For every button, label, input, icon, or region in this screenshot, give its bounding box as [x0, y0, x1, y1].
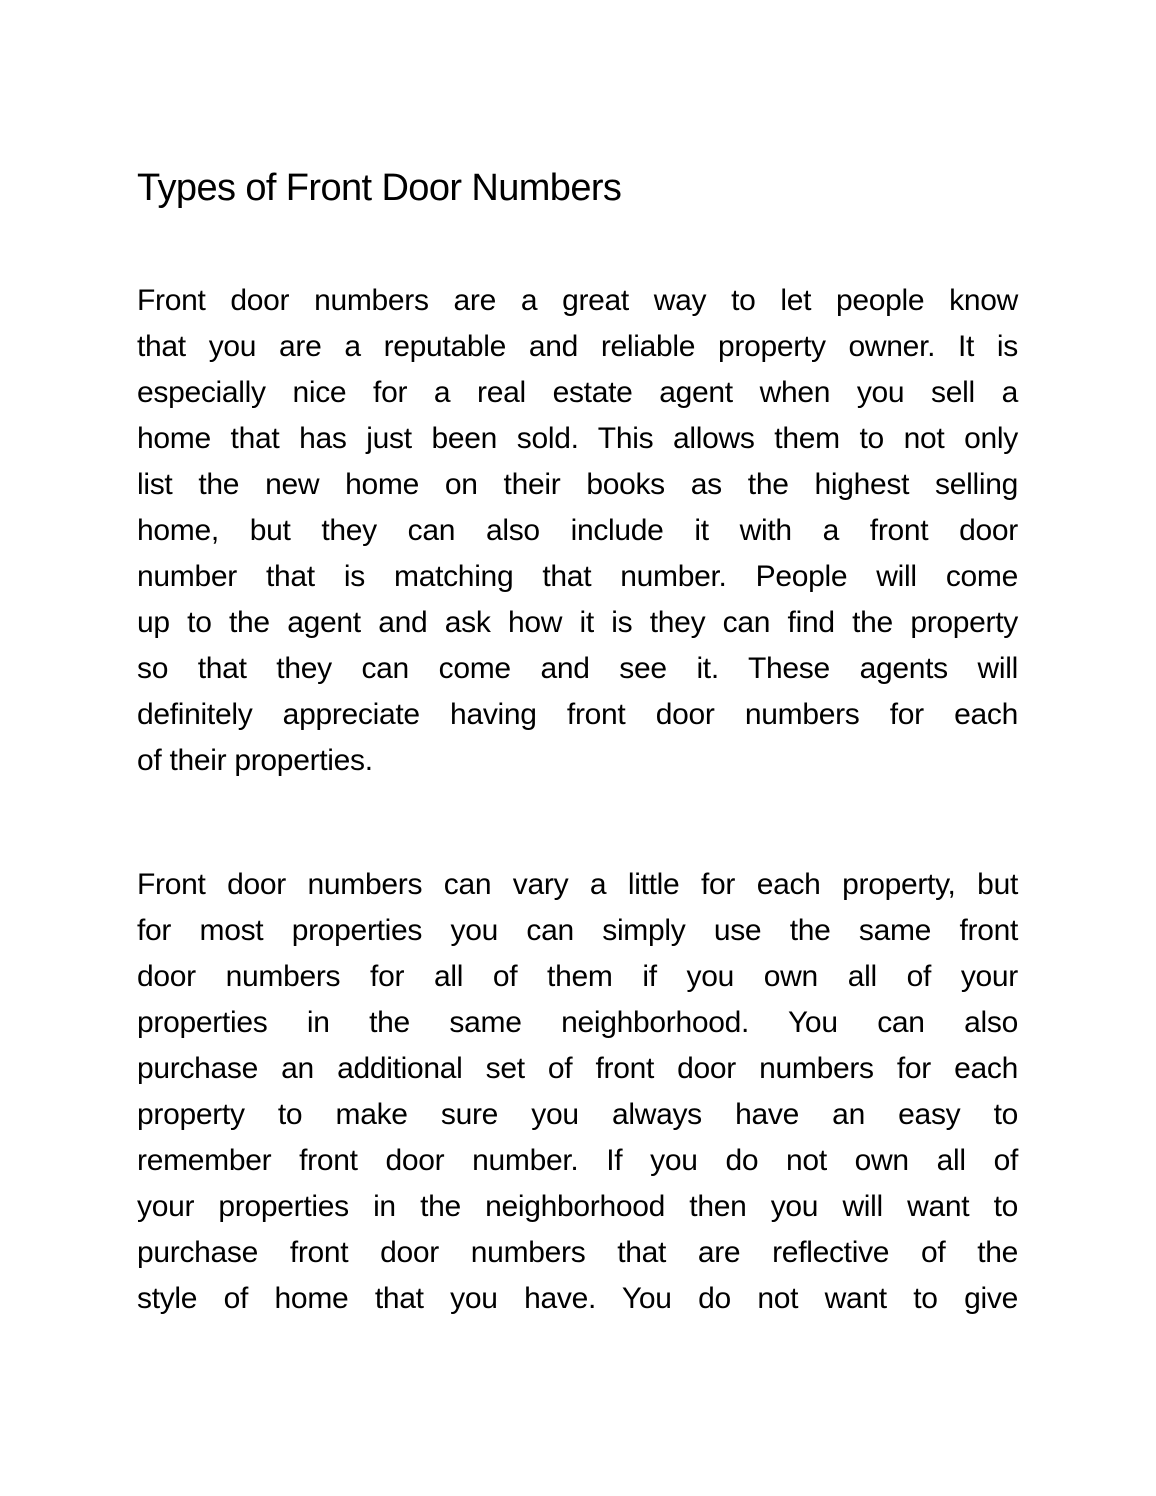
paragraph-line: property to make sure you always have an easy to	[137, 1098, 1018, 1131]
paragraph-line: of their properties.	[137, 744, 373, 777]
paragraph-line: door numbers for all of them if you own all of your	[137, 960, 1018, 993]
paragraph-line: number that is matching that number. People will come	[137, 560, 1018, 593]
paragraph-line: Front door numbers are a great way to let people know	[137, 284, 1018, 317]
paragraph-1	[137, 278, 1018, 784]
paragraph-line: that you are a reputable and reliable property owner. It is	[137, 330, 1018, 363]
document-title: Types of Front Door Numbers	[137, 167, 622, 209]
paragraph-line: definitely appreciate having front door numbers for each	[137, 698, 1018, 731]
paragraph-2	[137, 862, 1018, 1322]
paragraph-line: so that they can come and see it. These agents will	[137, 652, 1018, 685]
paragraph-line: up to the agent and ask how it is they can find the property	[137, 606, 1018, 639]
paragraph-line: especially nice for a real estate agent when you sell a	[137, 376, 1018, 409]
paragraph-line: your properties in the neighborhood then you will want to	[137, 1190, 1018, 1223]
paragraph-line: purchase an additional set of front door numbers for each	[137, 1052, 1018, 1085]
paragraph-line: home, but they can also include it with a front door	[137, 514, 1018, 547]
paragraph-line: list the new home on their books as the highest selling	[137, 468, 1018, 501]
paragraph-line: remember front door number. If you do not own all of	[137, 1144, 1018, 1177]
paragraph-line: purchase front door numbers that are reflective of the	[137, 1236, 1018, 1269]
paragraph-line: for most properties you can simply use the same front	[137, 914, 1018, 947]
paragraph-line: Front door numbers can vary a little for each property, but	[137, 868, 1018, 901]
paragraph-line: properties in the same neighborhood. You can also	[137, 1006, 1018, 1039]
paragraph-line: style of home that you have. You do not want to give	[137, 1282, 1018, 1315]
paragraph-line: home that has just been sold. This allows them to not only	[137, 422, 1018, 455]
